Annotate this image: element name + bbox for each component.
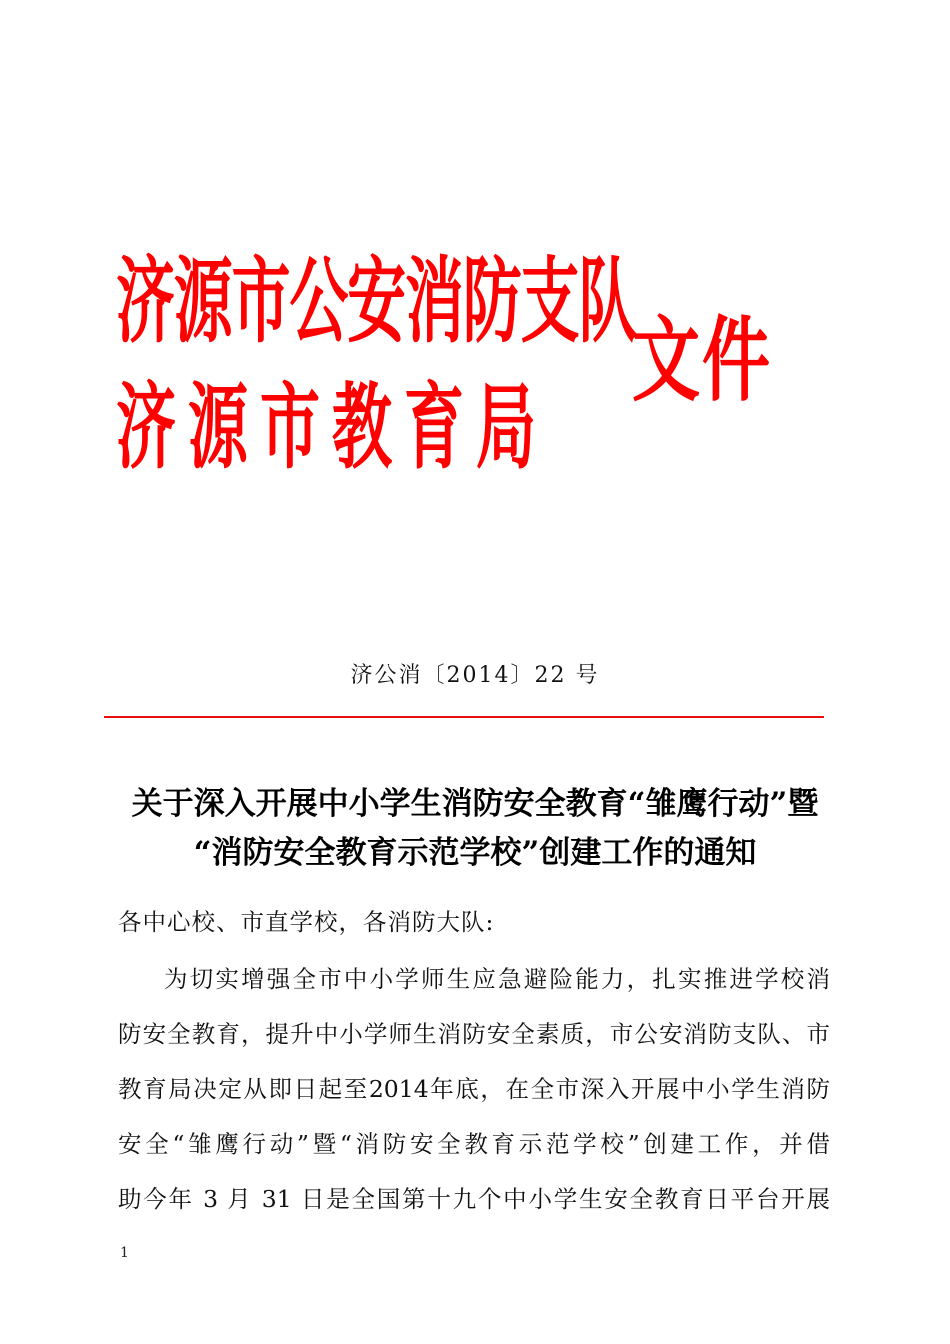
- document-title-line-1: 关于深入开展中小学生消防安全教育“雏鹰行动”暨: [131, 786, 819, 822]
- issuing-org-fire-brigade: 济源市公安消防支队: [116, 248, 637, 357]
- body-text-line: 教育局决定从即日起至2014年底，在全市深入开展中小学生消防: [118, 1075, 830, 1103]
- page-number: 1: [120, 1245, 129, 1261]
- salutation: 各中心校、市直学校，各消防大队:: [118, 908, 495, 936]
- issuing-org-education-bureau: 济源市教育局: [116, 374, 548, 483]
- document-type-label: 文件: [632, 306, 773, 415]
- body-text-line: 助今年 3 月 31 日是全国第十九个中小学生安全教育日平台开展: [118, 1185, 830, 1213]
- document-number: 济公消〔2014〕22 号: [350, 663, 600, 688]
- red-header-divider: [104, 716, 824, 718]
- body-text-line: 防安全教育，提升中小学师生消防安全素质，市公安消防支队、市: [118, 1020, 830, 1048]
- document-title-line-2: “消防安全教育示范学校”创建工作的通知: [193, 835, 757, 871]
- body-text-line: 安全“雏鹰行动”暨“消防安全教育示范学校”创建工作，并借: [118, 1130, 830, 1158]
- body-text-line: 为切实增强全市中小学师生应急避险能力，扎实推进学校消: [164, 965, 830, 993]
